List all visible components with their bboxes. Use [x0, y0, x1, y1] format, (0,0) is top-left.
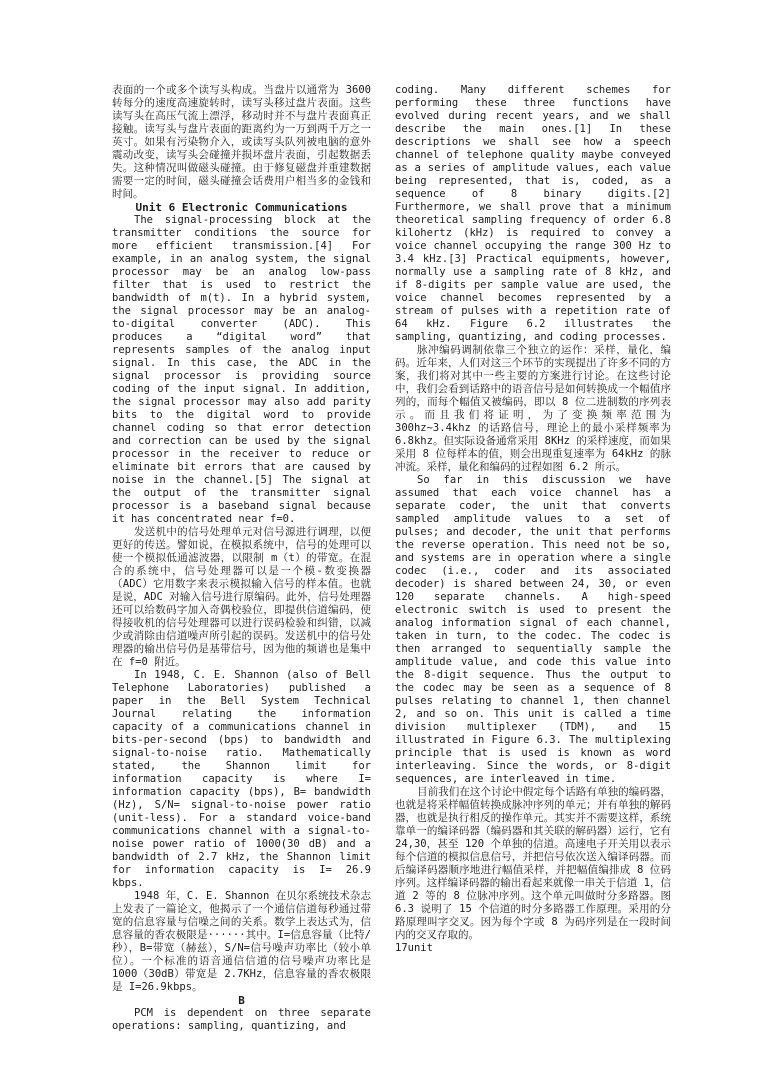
page-footer-label: 17unit — [395, 942, 433, 954]
right-column — [395, 84, 671, 955]
section-label-b: B — [238, 994, 245, 1007]
section-heading-unit6: Unit 6 Electronic Communications — [135, 201, 348, 214]
paragraph-cjk-pcm-translation: 脉冲编码调制依靠三个独立的运作：采样，量化，编码。近年来，人们对这三个环节的实现提出了许多不同的方案，我们将对其中一些主要的方案进行讨论。在这些讨论中，我们会看到话路中的语音信号是如何转换成一个幅值序列的，而每个幅值又被编码，即以 8 位二进制数的序列表示。而且我们将证明，为了变换频率范围为 300hz~3.4khz 的话路信号，理论上的最小采样频率为 6.8khz。但实际设备通常采用 8KHz 的采样速度，而如果采用 8 位每样本的值，则会出现重复速率为 64kHz 的脉冲流。采样，量化和编码的过程如图 6.2 所示。 — [395, 344, 671, 473]
paragraph-english-pcm-start: PCM is dependent on three separate operations: sampling, quantizing, and — [112, 1007, 371, 1032]
paragraph-english-codec-tdm: So far in this discussion we have assumed that each voice channel has a separate coder, the unit that converts sampled amplitude values to a set of pulses; and decoder, the unit that performs the reverse operation. This need not be so, and systems are in operation where a single codec (i.e., coder and its associated decoder) is shared between 24, 30, or even 120 separate channels. A high-speed electronic switch is used to present the analog information signal of each channel, taken in turn, to the codec. The codec is then arranged to sequentially sample the amplitude value, and code this value into the 8-digit sequence. Thus the output to the codec may be seen as a sequence of 8 pulses relating to channel 1, then channel 2, and so on. This unit is called a time division multiplexer (TDM), and 15 illustrated in Figure 6.3. The multiplexing principle that is used is known as word interleaving. Since the words, or 8-digit sequences, are interleaved in time. — [395, 474, 671, 785]
paragraph-cjk-disk-head-continuation: 表面的一个或多个读写头构成。当盘片以通常为 3600 转每分的速度高速旋转时，读写头移过盘片表面。这些读写头在高压气流上漂浮，移动时并不与盘片表面真正接触。读写头与盘片表面的距离约为一万到两千万之一英寸。如果有污染物介入，或读写头队列被电脑的意外震动改变，读写头会碰撞并损坏盘片表面，引起数据丢失。这种情况叫做磁头碰撞。由于修复磁盘并重建数据需要一定的时间，磁头碰撞会话费用户相当多的金钱和时间。 — [112, 84, 371, 200]
paragraph-cjk-codec-tdm-translation: 目前我们在这个讨论中假定每个话路有单独的编码器，也就是将采样幅值转换成脉冲序列的单元；并有单独的解码器，也就是执行相反的操作单元。其实并不需要这样，系统靠单一的编译码器（编码器和其关联的解码器）运行，它有 24,30，甚至 120 个单独的信道。高速电子开关用以表示每个信道的模拟信息信号，并把信号依次送入编译码器。而后编译码器顺序地进行幅值采样，并把幅值编排成 8 位码序列。这样编译码器的输出看起来就像一串关于信道 1，信道 2 等的 8 位脉冲序列。这个单元叫做时分多路器。图 6.3 说明了 15 个信道的时分多路器工作原理。采用的分路原理叫字交叉。因为每个字或 8 为码序列是在一段时间内的交叉存取的。 — [395, 786, 671, 941]
paragraph-english-shannon-1948: In 1948, C. E. Shannon (also of Bell Telephone Laboratories) published a paper in the Bell System Technical Journal relating the information capacity of a communications channel in bits-per-second (bps) to bandwidth and signal-to-noise ratio. Mathematically stated, the Shannon limit for information capacity is where I= information capacity (bps), B= bandwidth (Hz), S/N= signal-to-noise power ratio (unit-less). For a standard voice-band communications channel with a signal-to-noise power ratio of 1000(30 dB) and a bandwidth of 2.7 kHz, the Shannon limit for information capacity is I= 26.9 kbps. — [112, 669, 371, 889]
paragraph-english-pcm-continuation: coding. Many different schemes for performing these three functions have evolved during recent years, and we shall describe the main ones.[1] In these descriptions we shall see how a speech channel of telephone quality maybe conveyed as a series of amplitude values, each value being represented, that is, coded, as a sequence of 8 binary digits.[2] Furthermore, we shall prove that a minimum theoretical sampling frequency of order 6.8 kilohertz (kHz) is required to convey a voice channel occupying the range 300 Hz to 3.4 kHz.[3] Practical equipments, however, normally use a sampling rate of 8 kHz, and if 8-digits per sample value are used, the voice channel becomes represented by a stream of pulses with a repetition rate of 64 kHz. Figure 6.2 illustrates the sampling, quantizing, and coding processes. — [395, 84, 671, 343]
paragraph-cjk-shannon-translation: 1948 年，C. E. Shannon 在贝尔系统技术杂志上发表了一篇论文，他揭示了一个通信信道每秒通过带宽的信息容量与信噪之间的关系。数学上表达式为，信息容量的香农极限是······其中。I=信息容量（比特/秒），B=带宽（赫兹），S/N=信号噪声功率比（较小单位）。一个标准的语音通信信道的信号噪声功率比是 1000（30dB）带宽是 2.7KHz，信息容量的香农极限是 I=26.9kbps。 — [112, 890, 371, 993]
left-column — [112, 84, 371, 1033]
paragraph-cjk-signal-processing-translation: 发送机中的信号处理单元对信号源进行调理，以便更好的传送。譬如说，在模拟系统中，信号的处理可以使一个模拟低通滤波器，以限制 m（t）的带宽。在混合的系统中，信号处理器可以是一个模-数变换器（ADC）它用数字来表示模拟输入信号的样本值。也就是说，ADC 对输入信号进行原编码。此外，信号处理器还可以给数码字加入奇偶校验位，即提供信道编码，使得接收机的信号处理器可以进行误码检验和纠错，以减少或消除由信道噪声所引起的误码。发送机中的信号处理器的输出信号仍是基带信号，因为他的频谱也是集中在 f=0 附近。 — [112, 526, 371, 668]
paragraph-english-signal-processing: The signal-processing block at the transmitter conditions the source for more efficient transmission.[4] For example, in an analog system, the signal processor may be an analog low-pass filter that is used to restrict the bandwidth of m(t). In a hybrid system, the signal processor may be an analog-to-digital converter (ADC). This produces a “digital word” that represents samples of the analog input signal. In this case, the ADC in the signal processor is providing source coding of the input signal. In addition, the signal processor may also add parity bits to the digital word to provide channel coding so that error detection and correction can be used by the signal processor in the receiver to reduce or eliminate bit errors that are caused by noise in the channel.[5] The signal at the output of the transmitter signal processor is a baseband signal because it has concentrated near f=0. — [112, 214, 371, 525]
